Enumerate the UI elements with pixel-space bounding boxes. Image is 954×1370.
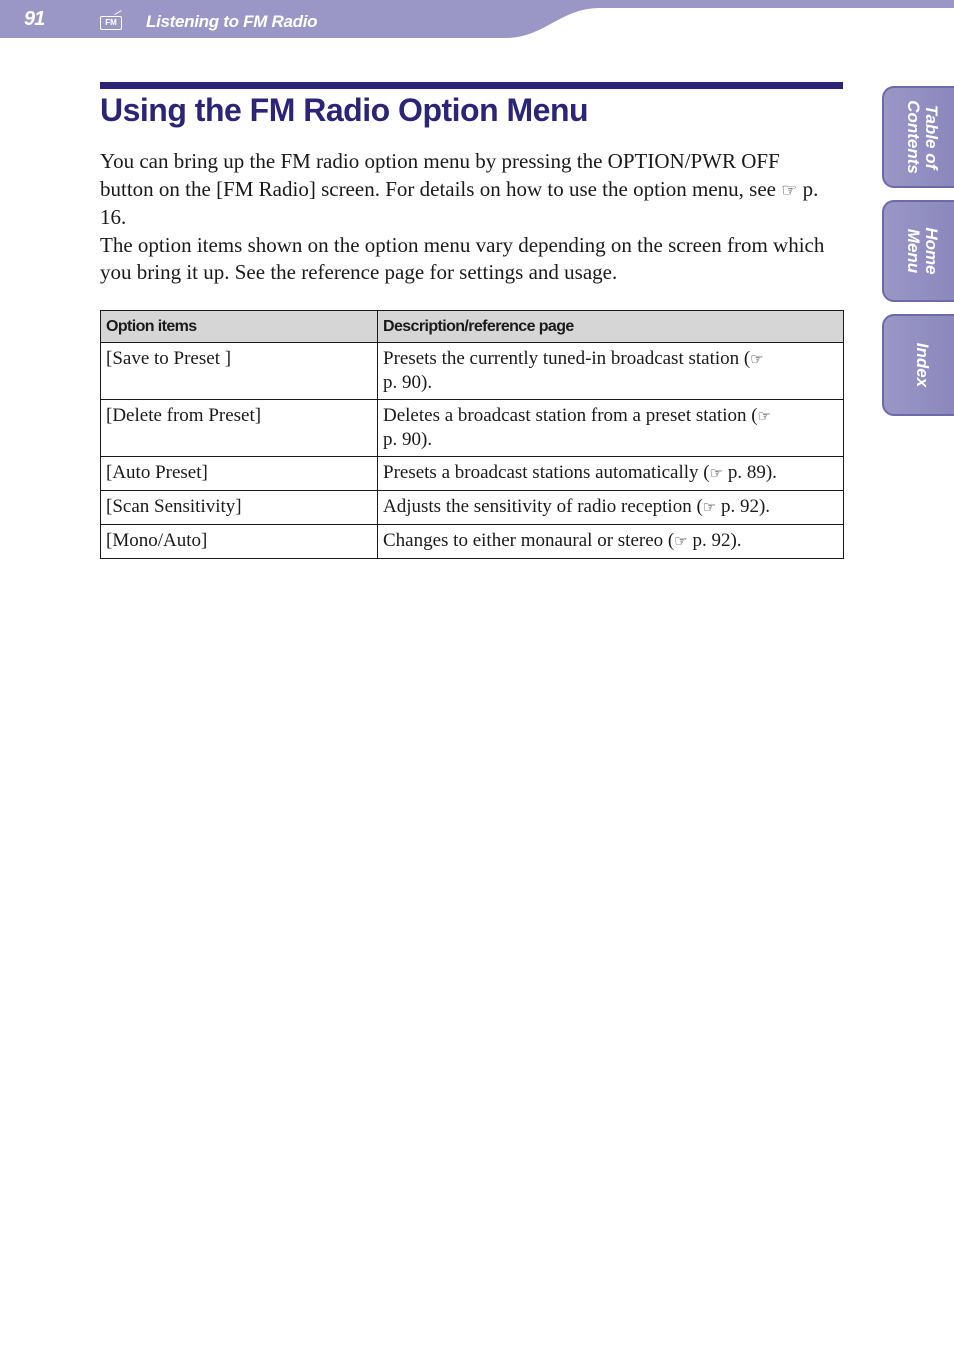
page-number: 91 [24, 8, 45, 30]
reference-hand-icon: ☞ [757, 407, 772, 425]
option-item: [Mono/Auto] [101, 525, 378, 559]
table-header-row [101, 311, 844, 343]
table-row [101, 400, 844, 457]
page-title: Using the FM Radio Option Menu [100, 92, 589, 128]
option-item: [Save to Preset ] [101, 343, 378, 400]
option-description [378, 525, 844, 559]
intro-ref-link[interactable]: p. 16. [100, 176, 819, 229]
table-row [101, 457, 844, 491]
table-row [101, 491, 844, 525]
page-reference-link[interactable]: p. 92). [692, 530, 742, 551]
section-title: Listening to FM Radio [146, 12, 318, 31]
option-description [378, 491, 844, 525]
description-text: Deletes a broadcast station from a preset station ( [383, 405, 758, 426]
tab-table-of-contents[interactable] [882, 86, 954, 188]
option-item: [Delete from Preset] [101, 400, 378, 457]
table-row [101, 525, 844, 559]
description-text: Presets the currently tuned-in broadcast station ( [383, 348, 751, 369]
table-row [101, 343, 844, 400]
tab-table-of-contents-label: Table of Contents [904, 100, 941, 174]
description-text: Adjusts the sensitivity of radio reception ( [383, 496, 703, 517]
tab-home-menu-label: Home Menu [904, 227, 941, 275]
tab-index-label: Index [913, 342, 932, 388]
column-header: Option items [101, 311, 378, 343]
fm-radio-icon: FM [100, 16, 122, 30]
column-header: Description/reference page [378, 311, 844, 343]
page-header [0, 0, 954, 40]
description-text: Presets a broadcast stations automatically ( [383, 462, 710, 483]
page-reference-link[interactable]: p. 92). [720, 496, 771, 517]
tab-home-menu[interactable] [882, 200, 954, 302]
option-description [378, 343, 844, 400]
intro-text-1: You can bring up the FM radio option menu by pressing the OPTION/PWR OFF button on the [FM Radio] screen. For details on how to use the option menu, see [100, 149, 782, 201]
page-reference-link[interactable]: p. 90). [383, 372, 433, 393]
page-reference-link[interactable]: p. 90). [383, 429, 433, 450]
header-band-shape [0, 0, 954, 40]
tab-index[interactable] [882, 314, 954, 416]
reference-hand-icon: ☞ [674, 532, 688, 550]
reference-hand-icon: ☞ [750, 350, 764, 368]
option-items-table [100, 310, 844, 559]
option-item: [Auto Preset] [101, 457, 378, 491]
description-text: Changes to either monaural or stereo ( [383, 530, 675, 551]
reference-hand-icon: ☞ [702, 498, 717, 516]
intro-paragraph [100, 148, 830, 287]
intro-text-2: The option items shown on the option menu vary depending on the screen from which you bring it up. See the reference page for settings and usage. [100, 232, 825, 284]
reference-hand-icon: ☞ [709, 464, 724, 482]
reference-hand-icon: ☞ [781, 179, 798, 201]
option-description [378, 457, 844, 491]
title-rule [100, 82, 843, 89]
option-item: [Scan Sensitivity] [101, 491, 378, 525]
option-description [378, 400, 844, 457]
page-reference-link[interactable]: p. 89). [727, 462, 777, 483]
